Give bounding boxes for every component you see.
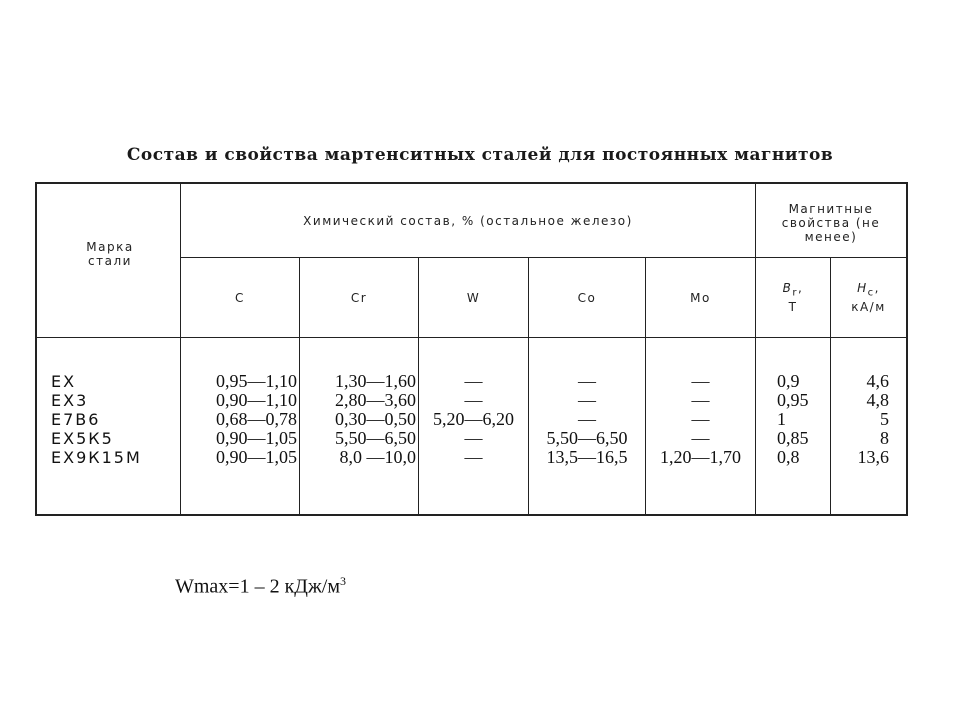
cell-co: 13,5—16,5 xyxy=(546,447,628,467)
header-cr: Cr xyxy=(350,290,368,305)
cell-hc: 5 xyxy=(880,409,889,429)
header-grade: Марка стали xyxy=(86,240,134,268)
cell-br: 0,95 xyxy=(777,390,809,410)
cell-c: 0,90—1,10 xyxy=(216,390,297,410)
hc-subscript: c xyxy=(867,287,875,299)
header-br: $B_r$, Т xyxy=(782,280,804,315)
cell-cr: 5,50—6,50 xyxy=(335,428,416,448)
header-c: C xyxy=(235,290,245,305)
energy-formula xyxy=(175,574,346,599)
header-w: W xyxy=(466,290,481,305)
cell-hc: 13,6 xyxy=(857,447,889,467)
cell-mo: — xyxy=(691,371,710,391)
header-co: Co xyxy=(577,290,597,305)
header-magnetic-properties: Магнитные свойства (не менее) xyxy=(781,201,881,244)
cell-co: 5,50—6,50 xyxy=(546,428,628,448)
cell-w: — xyxy=(464,371,483,391)
cell-c: 0,95—1,10 xyxy=(216,371,297,391)
cell-w: 5,20—6,20 xyxy=(433,409,514,429)
cell-w: — xyxy=(464,428,483,448)
column-w xyxy=(419,372,528,467)
table-title: Состав и свойства мартенситных сталей для постоянных магнитов xyxy=(126,145,834,165)
cell-grade: ЕХ xyxy=(51,372,77,391)
column-cr xyxy=(300,372,416,467)
cell-c: 0,68—0,78 xyxy=(216,409,297,429)
header-bottom-line xyxy=(37,337,906,338)
cell-cr: 1,30—1,60 xyxy=(335,371,416,391)
column-br xyxy=(777,372,829,467)
cell-grade: ЕХ9К15М xyxy=(51,448,142,467)
cell-grade: Е7В6 xyxy=(51,410,101,429)
cell-br: 0,85 xyxy=(777,428,809,448)
header-hc: $H_c$, кА/м xyxy=(851,280,886,315)
hc-symbol: H xyxy=(857,280,868,295)
cell-cr: 0,30—0,50 xyxy=(335,409,416,429)
formula-exponent: 3 xyxy=(339,574,346,588)
cell-cr: 2,80—3,60 xyxy=(335,390,416,410)
column-mo xyxy=(646,372,755,467)
steel-properties-table xyxy=(35,182,908,516)
formula-text: Wmax=1 – 2 кДж/м xyxy=(175,575,340,598)
cell-c: 0,90—1,05 xyxy=(216,428,297,448)
hc-unit: кА/м xyxy=(851,300,886,315)
column-grade xyxy=(51,372,176,467)
br-unit: Т xyxy=(788,300,798,315)
cell-mo: 1,20—1,70 xyxy=(660,447,741,467)
cell-w: — xyxy=(464,447,483,467)
cell-co: — xyxy=(578,371,596,391)
cell-c: 0,90—1,05 xyxy=(216,447,297,467)
cell-br: 0,8 xyxy=(777,447,800,467)
cell-co: — xyxy=(578,409,596,429)
cell-hc: 4,6 xyxy=(866,371,889,391)
cell-grade: ЕХ5К5 xyxy=(51,429,114,448)
cell-br: 0,9 xyxy=(777,371,800,391)
cell-grade: ЕХ3 xyxy=(51,391,89,410)
header-mo: Mo xyxy=(690,290,711,305)
column-c xyxy=(181,372,297,467)
cell-cr: 8,0 —10,0 xyxy=(339,447,416,467)
cell-mo: — xyxy=(691,428,710,448)
cell-hc: 4,8 xyxy=(866,390,889,410)
column-co xyxy=(529,372,645,467)
br-symbol: B xyxy=(782,280,793,295)
cell-hc: 8 xyxy=(880,428,889,448)
header-chem-composition: Химический состав, % (остальное железо) xyxy=(303,213,633,228)
cell-w: — xyxy=(464,390,483,410)
cell-br: 1 xyxy=(777,409,786,429)
br-subscript: r xyxy=(792,287,799,299)
cell-mo: — xyxy=(691,390,710,410)
cell-mo: — xyxy=(691,409,710,429)
cell-co: — xyxy=(578,390,596,410)
column-hc xyxy=(833,372,889,467)
